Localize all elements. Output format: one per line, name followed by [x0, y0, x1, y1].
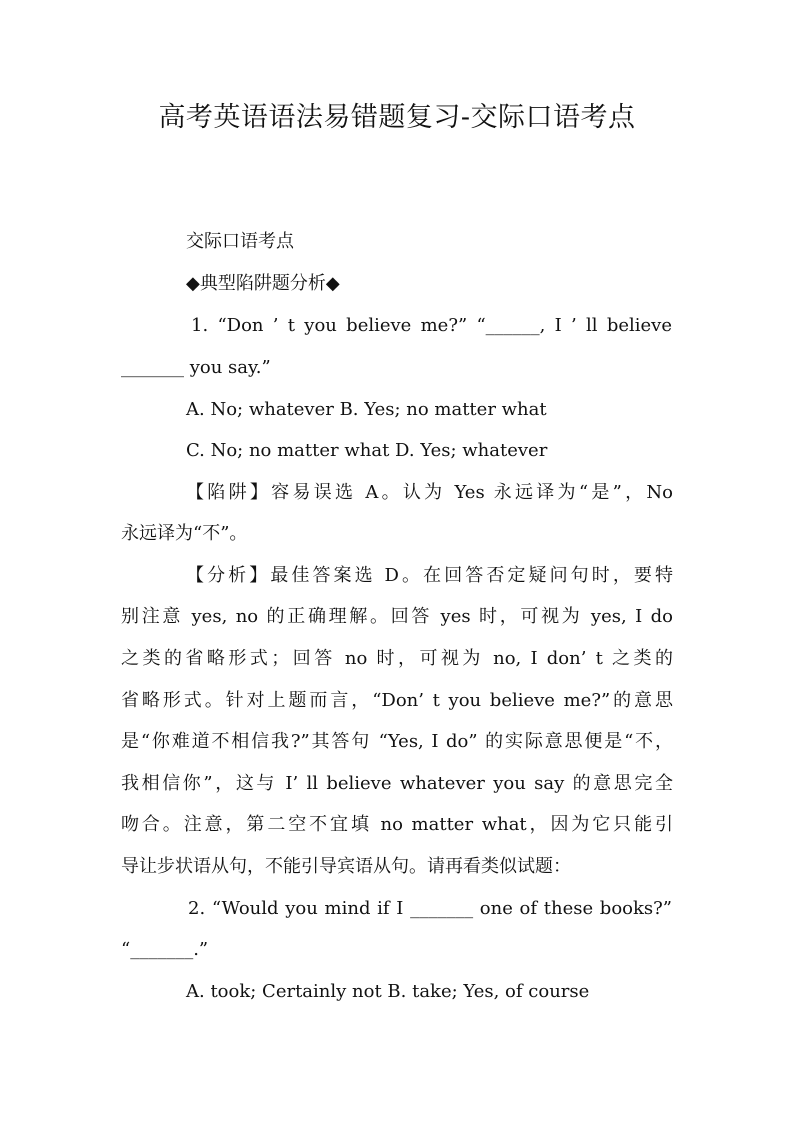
analysis-paragraph-line: 【分析】最佳答案选 D。在回答否定疑问句时，要特	[186, 565, 673, 586]
subsection-heading: ◆典型陷阱题分析◆	[186, 273, 340, 294]
analysis-paragraph-line: 别注意 yes, no 的正确理解。回答 yes 时，可视为 yes, I do	[121, 606, 673, 627]
trap-paragraph-line: 永远译为“不”。	[121, 523, 248, 544]
question-1-options-ab: A. No; whatever B. Yes; no matter what	[186, 399, 547, 420]
analysis-paragraph-line: 是“你难道不相信我?”其答句 “Yes, I do” 的实际意思便是“不，	[121, 731, 673, 752]
question-1-stem-continued: _______ you say.”	[121, 357, 271, 378]
question-1-stem: 1. “Don ’ t you believe me?” “______, I ’ ll believe	[191, 315, 672, 336]
analysis-paragraph-line: 导让步状语从句，不能引导宾语从句。请再看类似试题：	[121, 856, 571, 877]
question-2-stem-continued: “_______.”	[121, 939, 209, 960]
trap-paragraph-line: 【陷阱】容易误选 A。认为 Yes 永远译为“是”，No	[186, 482, 673, 503]
analysis-paragraph-line: 吻合。注意，第二空不宜填 no matter what，因为它只能引	[121, 814, 673, 835]
question-2-stem: 2. “Would you mind if I _______ one of these books?”	[188, 898, 672, 919]
analysis-paragraph-line: 省略形式。针对上题而言，“Don’ t you believe me?”的意思	[121, 690, 673, 711]
analysis-paragraph-line: 之类的省略形式；回答 no 时，可视为 no, I don’ t 之类的	[121, 648, 673, 669]
document-title: 高考英语语法易错题复习-交际口语考点	[158, 102, 636, 133]
question-2-options-ab: A. took; Certainly not B. take; Yes, of course	[186, 981, 590, 1002]
analysis-paragraph-line: 我相信你”，这与 I’ ll believe whatever you say 的意思完全	[121, 773, 673, 794]
question-1-options-cd: C. No; no matter what D. Yes; whatever	[186, 440, 548, 461]
section-heading: 交际口语考点	[186, 231, 294, 252]
